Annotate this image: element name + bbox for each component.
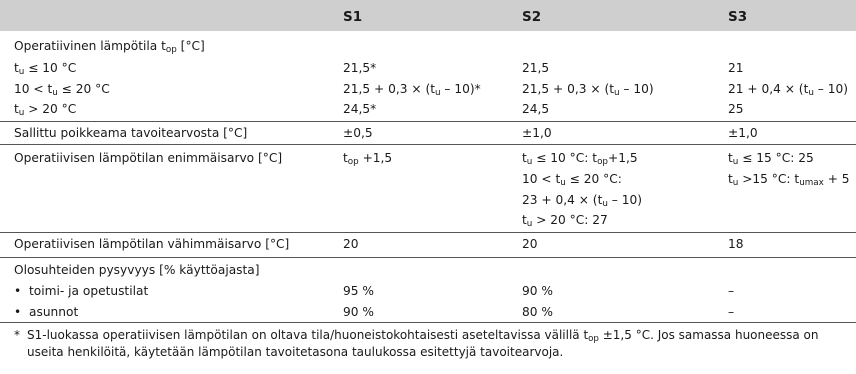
op-temp-label: Operatiivinen lämpötila $t_{op}$ [°C] [14, 39, 205, 56]
stability-row-2-s1: 90 % [343, 305, 374, 319]
op-temp-row-2-s1: $21,5 + 0,3 \times (t_u - 10)*$ [343, 82, 481, 99]
stability-row-2-s2: 80 % [522, 305, 553, 319]
divider [0, 322, 856, 323]
max-temp-label: Operatiivisen lämpötilan enimmäisarvo [°C] [14, 151, 283, 165]
max-temp-s3-line-1: $t_u \le 15$ °C: 25 [728, 151, 814, 168]
footnote-marker: * [14, 328, 20, 342]
deviation-label: Sallittu poikkeama tavoitearvosta [°C] [14, 126, 248, 140]
min-temp-s2: 20 [522, 237, 538, 251]
stability-row-2-label: • asunnot [14, 305, 79, 319]
op-temp-row-1-cond: $t_u \le 10$ °C [14, 61, 77, 78]
stability-row-2-s3: – [728, 305, 735, 319]
deviation-s3: ±1,0 [728, 126, 758, 140]
max-temp-s2-line-1: $t_u \le 10$ °C: $t_{op}+1,5$ [522, 151, 638, 168]
deviation-s2: ±1,0 [522, 126, 552, 140]
op-temp-row-2-s2: $21,5 + 0,3 \times (t_u - 10)$ [522, 82, 654, 99]
header-s3: S3 [728, 9, 748, 25]
min-temp-s3: 18 [728, 237, 744, 251]
footnote-text: S1-luokassa operatiivisen lämpötilan on oltava tila/huoneistokohtaisesti aseteltavissa välillä $t_{op} \pm 1,5$ °C. Jos samassa huoneessa on useita henkilöitä, käytetään lämpötilan tavoitetasona taulukossa esitettyjä tavoitearvoja. [27, 328, 819, 359]
stability-row-1-s3: – [728, 284, 735, 298]
table-header [0, 0, 856, 31]
max-temp-s2-line-3: $23 + 0,4 \times (t_u - 10)$ [522, 193, 643, 210]
max-temp-s2-line-4: $t_u > 20$ °C: 27 [522, 213, 608, 230]
op-temp-row-3-cond: $t_u > 20$ °C [14, 102, 77, 119]
header-s2: S2 [522, 9, 542, 25]
divider [0, 144, 856, 145]
max-temp-s1: $t_{op} +1,5$ [343, 151, 393, 168]
divider [0, 232, 856, 233]
op-temp-row-1-s1: 21,5* [343, 61, 377, 75]
op-temp-row-2-s3: $21 + 0,4 \times (t_u - 10)$ [728, 82, 849, 99]
deviation-s1: ±0,5 [343, 126, 373, 140]
op-temp-row-1-s2: 21,5 [522, 61, 550, 75]
min-temp-s1: 20 [343, 237, 359, 251]
stability-row-1-s1: 95 % [343, 284, 374, 298]
min-temp-label: Operatiivisen lämpötilan vähimmäisarvo [°C] [14, 237, 290, 251]
op-temp-row-3-s3: 25 [728, 102, 744, 116]
op-temp-row-3-s1: 24,5* [343, 102, 377, 116]
op-temp-row-3-s2: 24,5 [522, 102, 550, 116]
stability-label: Olosuhteiden pysyvyys [% käyttöajasta] [14, 263, 260, 277]
stability-row-1-s2: 90 % [522, 284, 553, 298]
divider [0, 121, 856, 122]
op-temp-row-1-s3: 21 [728, 61, 744, 75]
max-temp-s3-line-2: $t_u >15$ °C: $t_{umax} + 5$ [728, 172, 850, 189]
divider [0, 257, 856, 258]
max-temp-s2-line-2: $10 < t_u \le 20$ °C: [522, 172, 622, 189]
header-s1: S1 [343, 9, 363, 25]
stability-row-1-label: • toimi- ja opetustilat [14, 284, 149, 298]
op-temp-row-2-cond: $10 < t_u \le 20$ °C [14, 82, 110, 99]
